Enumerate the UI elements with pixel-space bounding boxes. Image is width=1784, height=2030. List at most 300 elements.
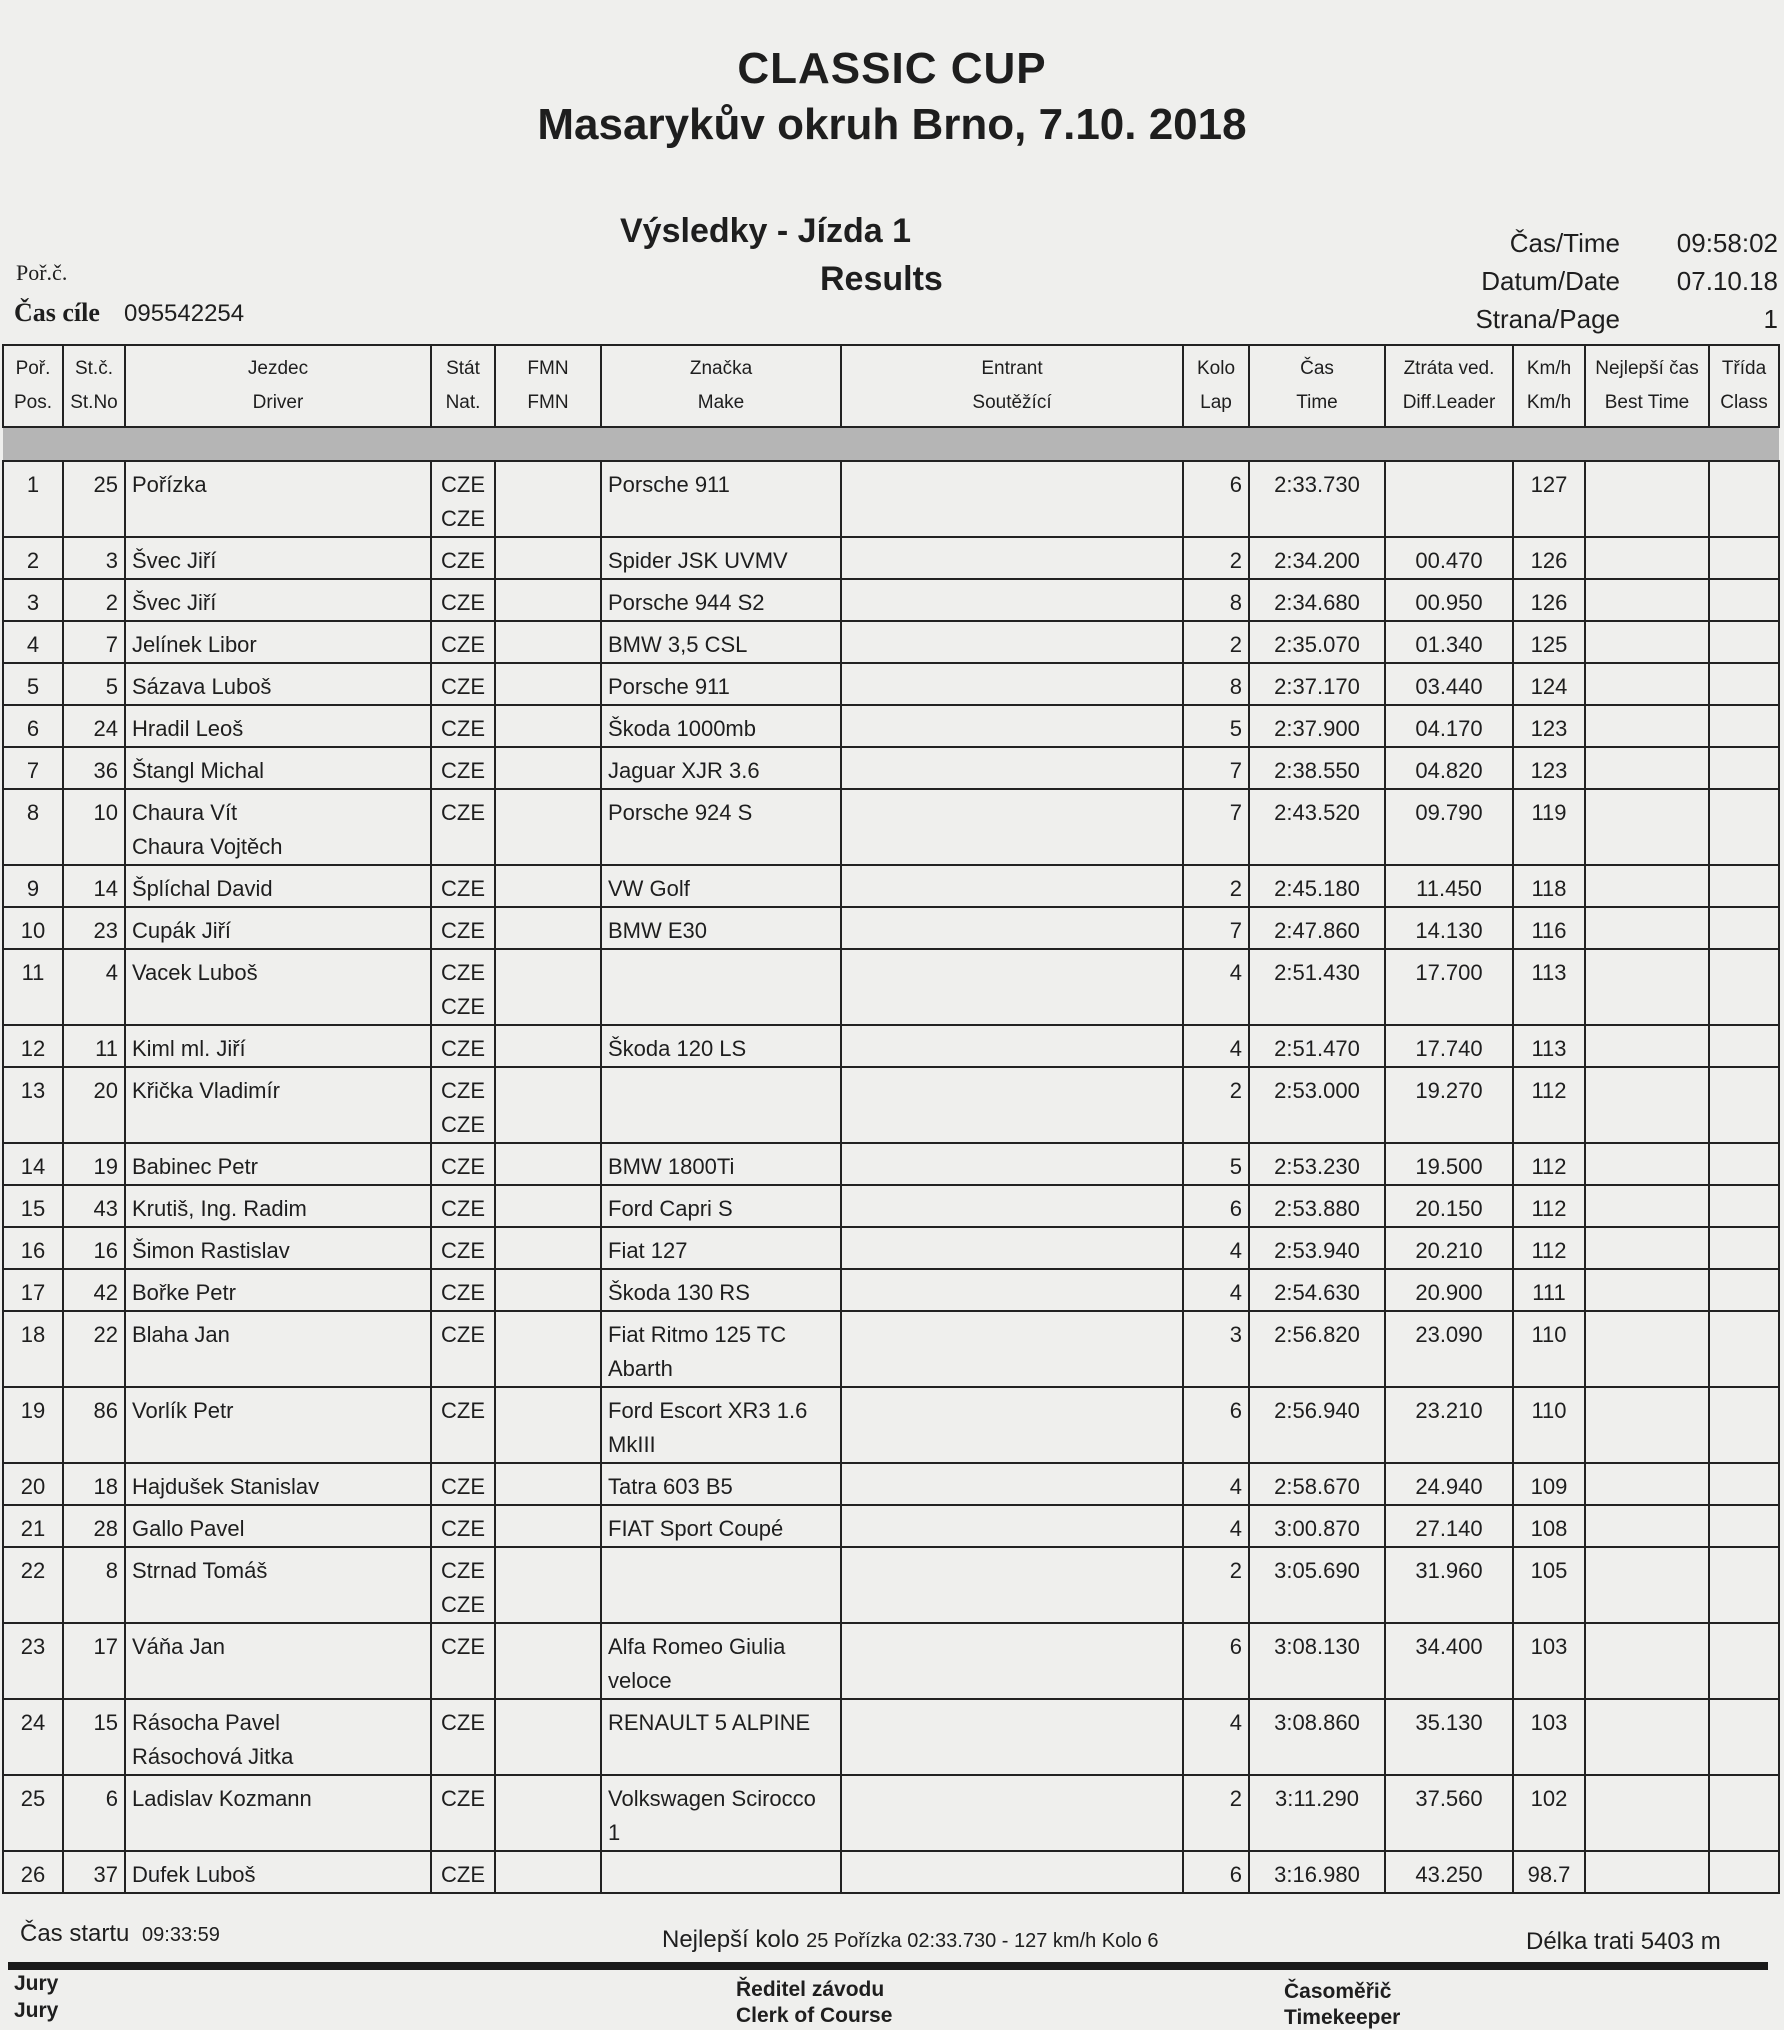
cell-entrant (841, 1269, 1183, 1311)
cell-lap: 7 (1183, 789, 1249, 865)
cell-nat-line: CZE (441, 1474, 485, 1499)
cell-kmh: 113 (1513, 1025, 1585, 1067)
cell-diff: 20.150 (1385, 1185, 1513, 1227)
cell-class (1709, 1387, 1779, 1463)
cell-time: 2:56.820 (1249, 1311, 1385, 1387)
cell-nat-line: CZE (441, 1154, 485, 1179)
cell-nat-line: CZE (441, 1592, 485, 1617)
cell-nat-line: CZE (441, 918, 485, 943)
cell-stno: 24 (63, 705, 125, 747)
cell-driver (125, 865, 431, 907)
cell-lap: 4 (1183, 1699, 1249, 1775)
cell-nat (431, 461, 495, 537)
cell-make-line: Porsche 911 (608, 674, 730, 699)
cell-make-line: Porsche 944 S2 (608, 590, 765, 615)
cell-fmn (495, 907, 601, 949)
cell-driver (125, 1463, 431, 1505)
column-header-label-en: Lap (1200, 392, 1232, 413)
cell-time: 2:33.730 (1249, 461, 1385, 537)
cell-lap: 4 (1183, 1025, 1249, 1067)
timekeeper-label-en: Timekeeper (1284, 2006, 1401, 2029)
cell-kmh: 125 (1513, 621, 1585, 663)
table-row (3, 663, 1779, 705)
cell-best-time (1585, 1227, 1709, 1269)
cell-time: 2:34.680 (1249, 579, 1385, 621)
column-header-class (1709, 345, 1779, 427)
cell-entrant (841, 789, 1183, 865)
cell-nat-line: CZE (441, 1112, 485, 1137)
column-header-make (601, 345, 841, 427)
jury-label-1: Jury (14, 1972, 59, 1995)
cell-best-time (1585, 1025, 1709, 1067)
cell-driver (125, 1623, 431, 1699)
cell-nat (431, 1311, 495, 1387)
cell-best-time (1585, 621, 1709, 663)
cell-fmn (495, 1067, 601, 1143)
cell-class (1709, 621, 1779, 663)
cell-driver-line: Hajdušek Stanislav (132, 1474, 320, 1499)
cell-pos: 25 (3, 1775, 63, 1851)
cell-fmn (495, 1623, 601, 1699)
cell-nat-line: CZE (441, 994, 485, 1019)
cell-nat (431, 1463, 495, 1505)
date-value: 07.10.18 (1676, 266, 1778, 296)
cell-class (1709, 789, 1779, 865)
cell-entrant (841, 1851, 1183, 1893)
cell-time: 2:51.430 (1249, 949, 1385, 1025)
cell-nat-line: CZE (441, 1238, 485, 1263)
cell-nat-line: CZE (441, 1036, 485, 1061)
cell-make (601, 789, 841, 865)
cell-driver (125, 1699, 431, 1775)
cell-time: 3:11.290 (1249, 1775, 1385, 1851)
cell-make (601, 1067, 841, 1143)
cell-class (1709, 461, 1779, 537)
cell-entrant (841, 461, 1183, 537)
column-header-label-cz: Stát (446, 358, 480, 379)
cell-driver-line: Vorlík Petr (132, 1398, 234, 1423)
column-header-label-en: Best Time (1604, 392, 1690, 413)
cell-nat (431, 949, 495, 1025)
table-row (3, 621, 1779, 663)
table-row (3, 461, 1779, 537)
cell-kmh: 126 (1513, 537, 1585, 579)
column-header-lap (1183, 345, 1249, 427)
cell-pos: 5 (3, 663, 63, 705)
jury-label-2: Jury (14, 1999, 59, 2022)
column-header-label-en: Time (1296, 392, 1338, 413)
table-row (3, 537, 1779, 579)
cell-diff: 43.250 (1385, 1851, 1513, 1893)
cell-time: 2:53.940 (1249, 1227, 1385, 1269)
cell-make-line: Spider JSK UVMV (608, 548, 788, 573)
cell-nat (431, 1699, 495, 1775)
column-header-label-cz: Značka (689, 358, 753, 379)
cell-nat (431, 621, 495, 663)
cell-stno: 86 (63, 1387, 125, 1463)
table-row (3, 1387, 1779, 1463)
table-row (3, 1185, 1779, 1227)
column-header-label-en: Class (1720, 392, 1768, 413)
cell-pos: 3 (3, 579, 63, 621)
cell-kmh: 103 (1513, 1623, 1585, 1699)
cell-lap: 5 (1183, 705, 1249, 747)
cell-pos: 20 (3, 1463, 63, 1505)
cell-diff: 17.740 (1385, 1025, 1513, 1067)
cell-nat-line: CZE (441, 1786, 485, 1811)
track-length-label: Délka trati (1526, 1928, 1635, 1955)
cell-entrant (841, 705, 1183, 747)
cell-driver (125, 1143, 431, 1185)
cell-driver-line: Rásochová Jitka (132, 1744, 294, 1769)
cell-driver (125, 1775, 431, 1851)
cell-diff: 09.790 (1385, 789, 1513, 865)
cell-time: 2:58.670 (1249, 1463, 1385, 1505)
cell-nat (431, 537, 495, 579)
cell-class (1709, 1699, 1779, 1775)
cell-best-time (1585, 705, 1709, 747)
track-length (1526, 1928, 1721, 1956)
cell-nat (431, 705, 495, 747)
cell-nat (431, 579, 495, 621)
column-header-label-en: St.No (70, 392, 118, 413)
cell-driver-line: Křička Vladimír (132, 1078, 280, 1103)
cell-nat (431, 747, 495, 789)
cell-best-time (1585, 1185, 1709, 1227)
cell-kmh: 118 (1513, 865, 1585, 907)
cell-lap: 7 (1183, 907, 1249, 949)
cell-make-line: Tatra 603 B5 (608, 1474, 733, 1499)
cell-driver-line: Blaha Jan (132, 1322, 230, 1347)
cell-make-line: Volkswagen Scirocco (608, 1786, 816, 1811)
cell-diff: 23.210 (1385, 1387, 1513, 1463)
cell-fmn (495, 1387, 601, 1463)
cell-pos: 18 (3, 1311, 63, 1387)
cell-entrant (841, 1463, 1183, 1505)
column-header-label-en: Km/h (1526, 392, 1572, 413)
cell-entrant (841, 1185, 1183, 1227)
cell-pos: 6 (3, 705, 63, 747)
cell-best-time (1585, 907, 1709, 949)
cell-fmn (495, 621, 601, 663)
cell-driver (125, 579, 431, 621)
cell-fmn (495, 705, 601, 747)
cell-fmn (495, 865, 601, 907)
cell-lap: 3 (1183, 1311, 1249, 1387)
page-label: Strana/Page (1475, 304, 1620, 334)
table-row (3, 1623, 1779, 1699)
cell-pos: 8 (3, 789, 63, 865)
table-row (3, 579, 1779, 621)
cell-driver-line: Šplíchal David (132, 876, 273, 901)
cell-diff: 04.170 (1385, 705, 1513, 747)
cell-make (601, 1387, 841, 1463)
cell-stno: 36 (63, 747, 125, 789)
cell-fmn (495, 579, 601, 621)
cell-class (1709, 865, 1779, 907)
best-lap-label: Nejlepší kolo (662, 1926, 800, 1953)
cell-entrant (841, 1505, 1183, 1547)
cell-make-line: Škoda 120 LS (608, 1036, 747, 1061)
cell-nat-line: CZE (441, 1322, 485, 1347)
column-header-label-cz: Km/h (1526, 358, 1572, 379)
cell-make-line: FIAT Sport Coupé (608, 1516, 784, 1541)
column-header-driver (125, 345, 431, 427)
cell-class (1709, 1067, 1779, 1143)
cell-nat-line: CZE (441, 1078, 485, 1103)
cell-class (1709, 1851, 1779, 1893)
cell-make-line: Ford Escort XR3 1.6 (608, 1398, 808, 1423)
time-value: 09:58:02 (1676, 228, 1778, 258)
cell-nat (431, 1025, 495, 1067)
cell-nat-line: CZE (441, 716, 485, 741)
cell-kmh: 124 (1513, 663, 1585, 705)
cell-driver-line: Šimon Rastislav (132, 1238, 290, 1263)
cell-entrant (841, 949, 1183, 1025)
cell-make (601, 1463, 841, 1505)
cell-best-time (1585, 949, 1709, 1025)
cell-entrant (841, 1547, 1183, 1623)
cell-make (601, 1775, 841, 1851)
table-row (3, 789, 1779, 865)
cell-driver-line: Bořke Petr (132, 1280, 236, 1305)
cell-time: 2:51.470 (1249, 1025, 1385, 1067)
column-header-label-en: FMN (527, 392, 569, 413)
cell-nat (431, 789, 495, 865)
clerk-label-en: Clerk of Course (736, 2004, 893, 2027)
column-header-label-cz: Ztráta ved. (1403, 358, 1495, 379)
cell-time: 2:53.000 (1249, 1067, 1385, 1143)
column-header-label-cz: Kolo (1196, 358, 1236, 379)
cell-driver-line: Štangl Michal (132, 758, 265, 783)
table-row (3, 907, 1779, 949)
cell-driver-line: Strnad Tomáš (132, 1558, 268, 1583)
cell-best-time (1585, 663, 1709, 705)
cell-driver-line: Vacek Luboš (132, 960, 258, 985)
cell-best-time (1585, 1387, 1709, 1463)
cell-nat (431, 1387, 495, 1463)
cell-make-line: Abarth (608, 1356, 673, 1381)
cell-nat-line: CZE (441, 1558, 485, 1583)
cell-nat-line: CZE (441, 1280, 485, 1305)
cell-lap: 2 (1183, 1067, 1249, 1143)
cell-diff: 34.400 (1385, 1623, 1513, 1699)
cell-driver (125, 1851, 431, 1893)
cell-kmh: 123 (1513, 705, 1585, 747)
header-separator (3, 427, 1779, 461)
cell-lap: 6 (1183, 1185, 1249, 1227)
section-title-en: Results (820, 260, 943, 298)
cell-nat-line: CZE (441, 506, 485, 531)
cell-make (601, 1269, 841, 1311)
table-row (3, 1775, 1779, 1851)
cell-lap: 2 (1183, 1775, 1249, 1851)
cell-kmh: 110 (1513, 1311, 1585, 1387)
cell-pos: 15 (3, 1185, 63, 1227)
cell-make-line: BMW 1800Ti (608, 1154, 735, 1179)
cell-stno: 25 (63, 461, 125, 537)
cell-nat (431, 1851, 495, 1893)
cell-diff: 17.700 (1385, 949, 1513, 1025)
cell-time: 2:53.880 (1249, 1185, 1385, 1227)
cell-pos: 2 (3, 537, 63, 579)
cell-kmh: 105 (1513, 1547, 1585, 1623)
cell-nat-line: CZE (441, 1862, 485, 1887)
cell-make (601, 1547, 841, 1623)
cell-make-line: Porsche 924 S (608, 800, 753, 825)
cell-nat-line: CZE (441, 960, 485, 985)
cell-time: 2:37.900 (1249, 705, 1385, 747)
cell-nat (431, 1143, 495, 1185)
cell-stno: 22 (63, 1311, 125, 1387)
cas-cile-value: 095542254 (124, 300, 245, 327)
table-row (3, 1227, 1779, 1269)
cell-fmn (495, 1463, 601, 1505)
cell-diff (1385, 461, 1513, 537)
cell-best-time (1585, 1067, 1709, 1143)
cell-pos: 1 (3, 461, 63, 537)
cell-best-time (1585, 865, 1709, 907)
cell-class (1709, 663, 1779, 705)
cell-pos: 12 (3, 1025, 63, 1067)
cell-lap: 6 (1183, 461, 1249, 537)
track-length-value: 5403 m (1640, 1928, 1721, 1955)
cell-driver-line: Krutiš, Ing. Radim (132, 1196, 307, 1221)
cell-entrant (841, 1311, 1183, 1387)
table-row (3, 1143, 1779, 1185)
cell-entrant (841, 865, 1183, 907)
cell-fmn (495, 461, 601, 537)
cell-pos: 26 (3, 1851, 63, 1893)
cell-driver-line: Pořízka (132, 472, 207, 497)
cell-lap: 7 (1183, 747, 1249, 789)
cell-stno: 15 (63, 1699, 125, 1775)
cell-driver (125, 1311, 431, 1387)
cell-fmn (495, 949, 601, 1025)
cell-kmh: 112 (1513, 1143, 1585, 1185)
table-row (3, 1851, 1779, 1893)
cell-nat (431, 865, 495, 907)
cell-diff: 00.470 (1385, 537, 1513, 579)
cell-fmn (495, 1185, 601, 1227)
cas-cile-label: Čas cíle (14, 298, 100, 327)
cell-make-line: BMW E30 (608, 918, 708, 943)
cell-make-line: Škoda 130 RS (608, 1280, 750, 1305)
document-title: CLASSIC CUP (737, 44, 1047, 93)
column-header-label-cz: Třída (1721, 358, 1767, 379)
cell-fmn (495, 1025, 601, 1067)
cell-class (1709, 705, 1779, 747)
cell-make-line: 1 (608, 1820, 621, 1845)
best-lap (662, 1926, 1159, 1954)
cell-kmh: 102 (1513, 1775, 1585, 1851)
cell-pos: 11 (3, 949, 63, 1025)
start-time-value: 09:33:59 (142, 1924, 220, 1946)
cell-class (1709, 537, 1779, 579)
cell-best-time (1585, 1505, 1709, 1547)
cell-class (1709, 1227, 1779, 1269)
column-header-label-en: Diff.Leader (1402, 392, 1496, 413)
cell-time: 2:54.630 (1249, 1269, 1385, 1311)
cell-stno: 2 (63, 579, 125, 621)
cell-make (601, 1143, 841, 1185)
cell-class (1709, 747, 1779, 789)
cell-nat-line: CZE (441, 876, 485, 901)
cell-class (1709, 1143, 1779, 1185)
cell-diff: 11.450 (1385, 865, 1513, 907)
cell-lap: 4 (1183, 949, 1249, 1025)
cell-lap: 2 (1183, 537, 1249, 579)
cell-driver (125, 1067, 431, 1143)
cell-lap: 4 (1183, 1463, 1249, 1505)
cell-entrant (841, 579, 1183, 621)
cell-nat (431, 1269, 495, 1311)
cell-driver (125, 663, 431, 705)
table-row (3, 1269, 1779, 1311)
column-header-label-cz: Entrant (981, 358, 1043, 379)
cell-kmh: 113 (1513, 949, 1585, 1025)
table-row (3, 1067, 1779, 1143)
column-header-diff (1385, 345, 1513, 427)
cell-fmn (495, 663, 601, 705)
table-row (3, 1699, 1779, 1775)
cell-diff: 19.500 (1385, 1143, 1513, 1185)
cell-make (601, 1851, 841, 1893)
cell-make (601, 537, 841, 579)
cell-fmn (495, 1227, 601, 1269)
table-row (3, 1547, 1779, 1623)
cell-driver-line: Švec Jiří (132, 590, 217, 615)
cell-stno: 20 (63, 1067, 125, 1143)
cell-driver (125, 1185, 431, 1227)
cell-kmh: 123 (1513, 747, 1585, 789)
cell-nat-line: CZE (441, 1196, 485, 1221)
cell-stno: 5 (63, 663, 125, 705)
cell-make (601, 1025, 841, 1067)
best-lap-value: 25 Pořízka 02:33.730 - 127 km/h Kolo 6 (806, 1930, 1159, 1952)
cell-make (601, 949, 841, 1025)
cell-fmn (495, 1311, 601, 1387)
cell-diff: 20.900 (1385, 1269, 1513, 1311)
cell-pos: 14 (3, 1143, 63, 1185)
cell-stno: 7 (63, 621, 125, 663)
cell-entrant (841, 1067, 1183, 1143)
cell-stno: 16 (63, 1227, 125, 1269)
cell-stno: 14 (63, 865, 125, 907)
cell-lap: 5 (1183, 1143, 1249, 1185)
cell-diff: 04.820 (1385, 747, 1513, 789)
cell-time: 3:16.980 (1249, 1851, 1385, 1893)
cell-pos: 13 (3, 1067, 63, 1143)
cell-driver-line: Kiml ml. Jiří (132, 1036, 246, 1061)
cell-diff: 35.130 (1385, 1699, 1513, 1775)
cell-make (601, 579, 841, 621)
cell-make-line: Škoda 1000mb (608, 716, 756, 741)
cell-pos: 4 (3, 621, 63, 663)
cell-nat (431, 1067, 495, 1143)
cell-best-time (1585, 747, 1709, 789)
cell-make (601, 461, 841, 537)
cell-entrant (841, 1775, 1183, 1851)
cell-time: 3:08.860 (1249, 1699, 1385, 1775)
cell-lap: 8 (1183, 663, 1249, 705)
cell-stno: 42 (63, 1269, 125, 1311)
table-row (3, 747, 1779, 789)
cell-stno: 11 (63, 1025, 125, 1067)
cell-driver (125, 705, 431, 747)
column-header-kmh (1513, 345, 1585, 427)
table-row (3, 865, 1779, 907)
